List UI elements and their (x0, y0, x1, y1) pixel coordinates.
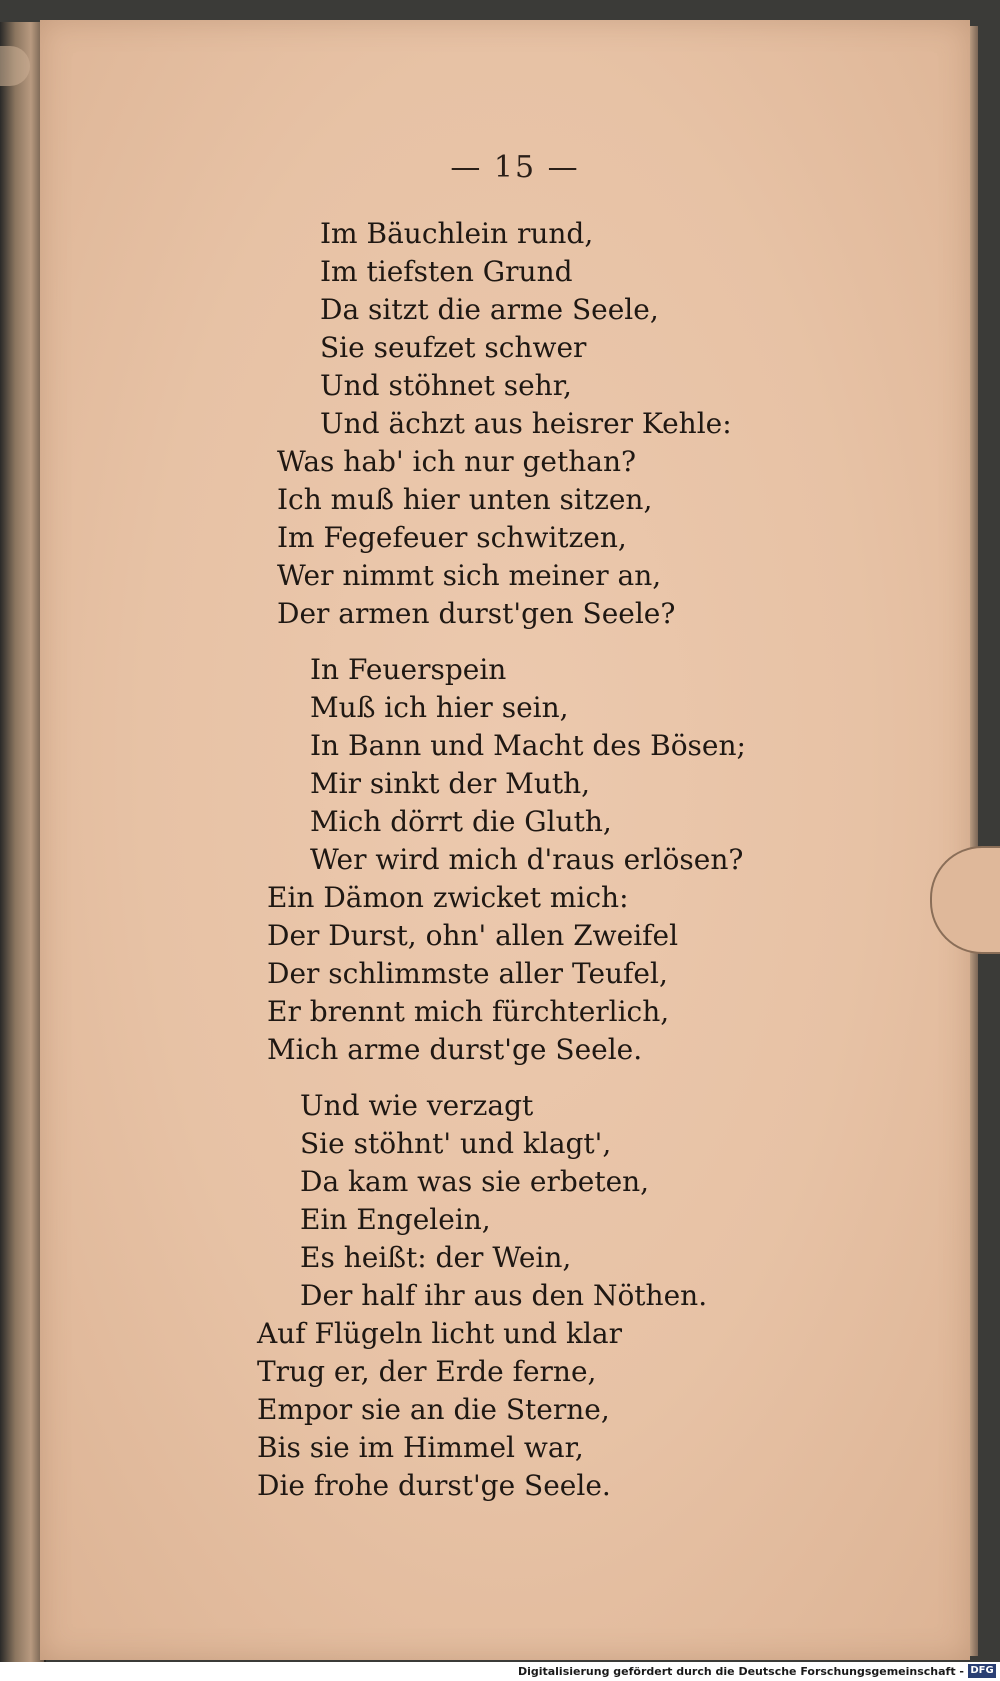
poem-line: Da kam was sie erbeten, (300, 1165, 650, 1198)
poem-line: Wer wird mich d'raus erlösen? (310, 843, 744, 876)
poem-line: Bis sie im Himmel war, (257, 1431, 584, 1464)
poem-line: Ich muß hier unten sitzen, (277, 483, 653, 516)
poem-line: Mich arme durst'ge Seele. (267, 1033, 643, 1066)
poem-line: Ein Engelein, (300, 1203, 491, 1236)
poem-line: Er brennt mich fürchterlich, (267, 995, 670, 1028)
poem-line: Und wie verzagt (300, 1089, 534, 1122)
poem-line: Der half ihr aus den Nöthen. (300, 1279, 708, 1312)
poem-line: Der armen durst'gen Seele? (277, 597, 676, 630)
poem-line: Im Bäuchlein rund, (320, 217, 594, 250)
page-number: — 15 — (450, 150, 580, 185)
poem-line: Der Durst, ohn' allen Zweifel (267, 919, 679, 952)
poem-line: Sie seufzet schwer (320, 331, 587, 364)
poem-line: Empor sie an die Sterne, (257, 1393, 610, 1426)
poem-line: In Bann und Macht des Bösen; (310, 729, 746, 762)
poem-line: Mich dörrt die Gluth, (310, 805, 612, 838)
poem-line: Muß ich hier sein, (310, 691, 569, 724)
poem-line: Mir sinkt der Muth, (310, 767, 591, 800)
poem-line: Was hab' ich nur gethan? (277, 445, 636, 478)
poem-line: Und stöhnet sehr, (320, 369, 572, 402)
poem-line: Auf Flügeln licht und klar (257, 1317, 622, 1350)
poem-line: Und ächzt aus heisrer Kehle: (320, 407, 732, 440)
poem-line: Die frohe durst'ge Seele. (257, 1469, 611, 1502)
poem-line: Trug er, der Erde ferne, (257, 1355, 597, 1388)
poem-line: Im tiefsten Grund (320, 255, 573, 288)
digitization-footer (0, 1662, 1000, 1681)
poem-line: Sie stöhnt' und klagt', (300, 1127, 612, 1160)
footer-credit: Digitalisierung gefördert durch die Deutsche Forschungsgemeinschaft - (517, 1665, 964, 1678)
dfg-logo: DFG (968, 1664, 996, 1678)
poem-line: In Feuerspein (310, 653, 507, 686)
poem-line: Der schlimmste aller Teufel, (267, 957, 668, 990)
poem-line: Da sitzt die arme Seele, (320, 293, 659, 326)
poem-line: Es heißt: der Wein, (300, 1241, 572, 1274)
poem-line: Wer nimmt sich meiner an, (277, 559, 662, 592)
poem-line: Im Fegefeuer schwitzen, (277, 521, 627, 554)
poem-line: Ein Dämon zwicket mich: (267, 881, 629, 914)
